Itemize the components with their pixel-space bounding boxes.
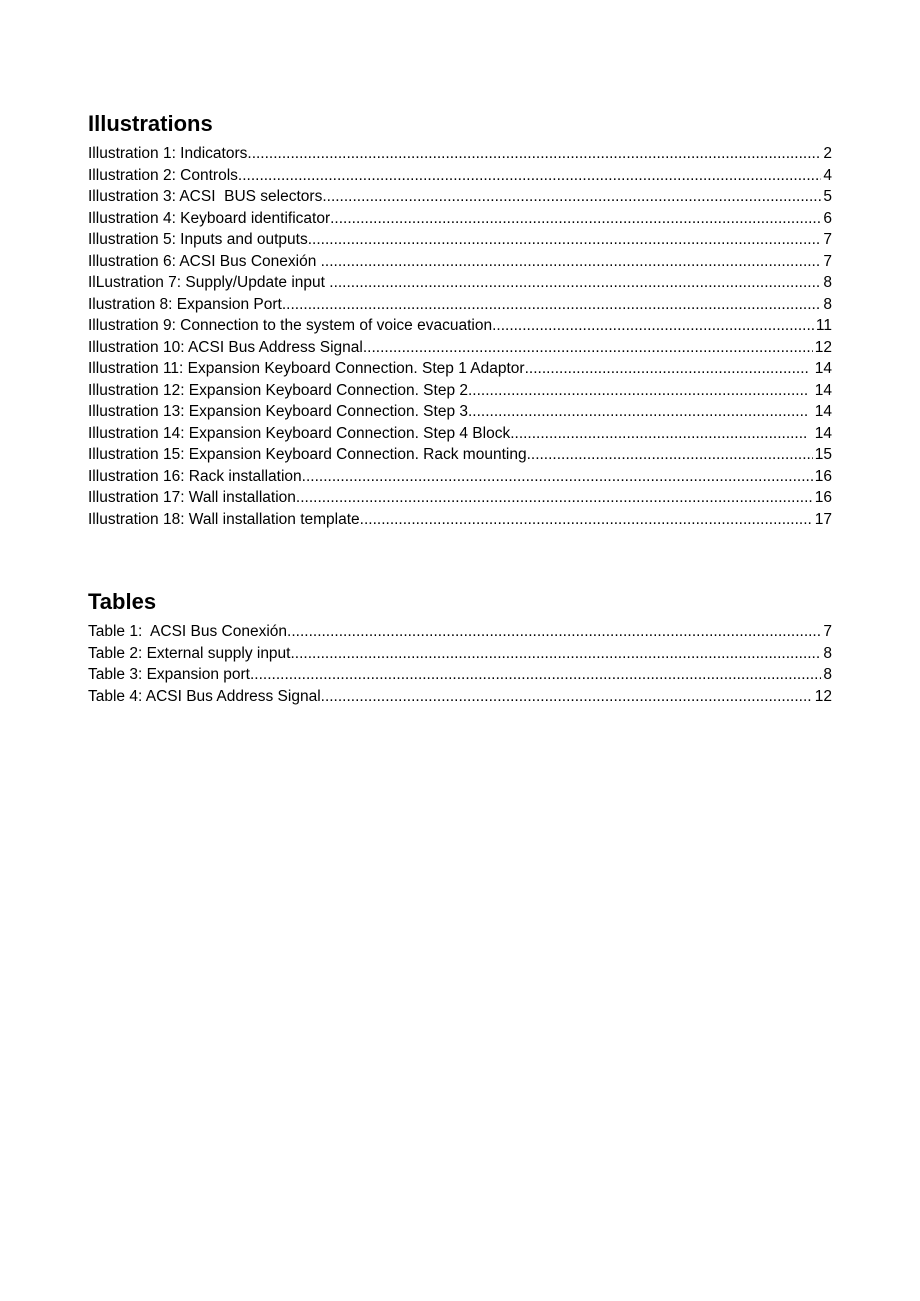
- toc-entry-label: Illustration 11: Expansion Keyboard Connection. Step 1 Adaptor: [88, 360, 525, 377]
- toc-entry-label: Illustration 4: Keyboard identificator: [88, 209, 331, 227]
- toc-entry: [88, 621, 832, 643]
- toc-entry-page: 7: [823, 231, 832, 248]
- toc-entry-label: Illustration 17: Wall installation: [88, 489, 296, 506]
- toc-entry: [88, 686, 832, 708]
- dot-leader: [363, 337, 813, 359]
- toc-entry-label: Illustration 6: ACSI Bus Conexión: [88, 252, 321, 270]
- tables-section: [88, 588, 832, 707]
- toc-entry-page: 14: [810, 360, 832, 377]
- toc-entry: [88, 664, 832, 686]
- toc-entry: [88, 208, 832, 230]
- toc-entry: [88, 401, 832, 423]
- toc-entry: [88, 229, 832, 251]
- toc-entry-page: 8: [823, 295, 832, 313]
- toc-entry-label: Illustration 3: ACSI BUS selectors: [88, 188, 323, 205]
- toc-entry-page: 8: [823, 666, 832, 683]
- toc-entry-label: Table 2: External supply input: [88, 644, 291, 662]
- toc-entry: [88, 337, 832, 359]
- toc-entry: [88, 358, 832, 380]
- dot-leader: [321, 251, 822, 273]
- toc-list-tables: [88, 621, 832, 707]
- toc-entry-page: 8: [823, 644, 832, 662]
- toc-entry-page: 5: [823, 188, 832, 205]
- toc-entry-page: 7: [823, 252, 832, 270]
- toc-entry: [88, 380, 832, 402]
- dot-leader: [250, 664, 821, 686]
- toc-entry-page: 12: [814, 338, 832, 356]
- toc-entry-label: Illustration 10: ACSI Bus Address Signal: [88, 338, 363, 356]
- toc-entry-label: Table 4: ACSI Bus Address Signal: [88, 687, 321, 705]
- toc-entry-page: 4: [823, 166, 832, 184]
- toc-entry-label: Table 1: ACSI Bus Conexión: [88, 623, 288, 640]
- dot-leader: [525, 358, 809, 380]
- toc-entry-page: 14: [810, 403, 832, 420]
- dot-leader: [510, 423, 808, 445]
- toc-entry-label: Ilustration 8: Expansion Port: [88, 295, 282, 313]
- toc-entry-page: 14: [810, 424, 832, 442]
- toc-entry: [88, 251, 832, 273]
- toc-entry-label: Illustration 15: Expansion Keyboard Connection. Rack mounting: [88, 446, 527, 463]
- toc-entry: [88, 509, 832, 531]
- toc-entry-page: 11: [815, 317, 832, 334]
- dot-leader: [290, 643, 821, 665]
- toc-entry-page: 6: [823, 209, 832, 227]
- toc-entry-label: Illustration 12: Expansion Keyboard Connection. Step 2: [88, 381, 468, 399]
- toc-list-illustrations: [88, 143, 832, 530]
- dot-leader: [468, 380, 808, 402]
- toc-entry: [88, 315, 832, 337]
- toc-entry-label: Illustration 16: Rack installation: [88, 467, 302, 485]
- toc-entry-page: 16: [814, 467, 832, 485]
- toc-entry-label: Illustration 13: Expansion Keyboard Connection. Step 3: [88, 403, 468, 420]
- dot-leader: [282, 294, 822, 316]
- dot-leader: [296, 487, 813, 509]
- dot-leader: [360, 509, 813, 531]
- toc-entry: [88, 272, 832, 294]
- dot-leader: [238, 165, 821, 187]
- toc-entry: [88, 487, 832, 509]
- illustrations-section: [88, 110, 832, 530]
- toc-entry-label: Illustration 18: Wall installation template: [88, 510, 360, 528]
- dot-leader: [527, 444, 813, 466]
- toc-entry: [88, 294, 832, 316]
- dot-leader: [302, 466, 813, 488]
- toc-entry-page: 15: [814, 446, 832, 463]
- dot-leader: [468, 401, 808, 423]
- dot-leader: [322, 186, 821, 208]
- toc-entry-label: Illustration 5: Inputs and outputs: [88, 231, 308, 248]
- tables-heading: Tables: [88, 589, 157, 614]
- illustrations-heading: Illustrations: [88, 111, 213, 136]
- toc-entry-page: 14: [810, 381, 832, 399]
- toc-entry-page: 17: [814, 510, 832, 528]
- dot-leader: [321, 686, 813, 708]
- toc-entry-label: Illustration 1: Indicators: [88, 145, 248, 162]
- toc-entry-label: Illustration 9: Connection to the system of voice evacuation: [88, 317, 493, 334]
- toc-entry: [88, 466, 832, 488]
- dot-leader: [287, 621, 821, 643]
- toc-entry: [88, 444, 832, 466]
- toc-entry: [88, 143, 832, 165]
- toc-entry-page: 2: [823, 145, 832, 162]
- toc-entry-label: IlLustration 7: Supply/Update input: [88, 274, 330, 291]
- toc-entry-page: 8: [823, 274, 832, 291]
- toc-entry-page: 12: [814, 687, 832, 705]
- dot-leader: [308, 229, 822, 251]
- toc-entry: [88, 186, 832, 208]
- dot-leader: [247, 143, 821, 165]
- toc-entry: [88, 165, 832, 187]
- dot-leader: [492, 315, 814, 337]
- toc-entry: [88, 643, 832, 665]
- toc-entry-label: Illustration 14: Expansion Keyboard Connection. Step 4 Block: [88, 424, 511, 442]
- dot-leader: [330, 208, 821, 230]
- dot-leader: [329, 272, 821, 294]
- toc-entry-page: 7: [823, 623, 832, 640]
- toc-entry: [88, 423, 832, 445]
- toc-entry-label: Illustration 2: Controls: [88, 166, 238, 184]
- toc-entry-label: Table 3: Expansion port: [88, 666, 250, 683]
- toc-entry-page: 16: [814, 489, 832, 506]
